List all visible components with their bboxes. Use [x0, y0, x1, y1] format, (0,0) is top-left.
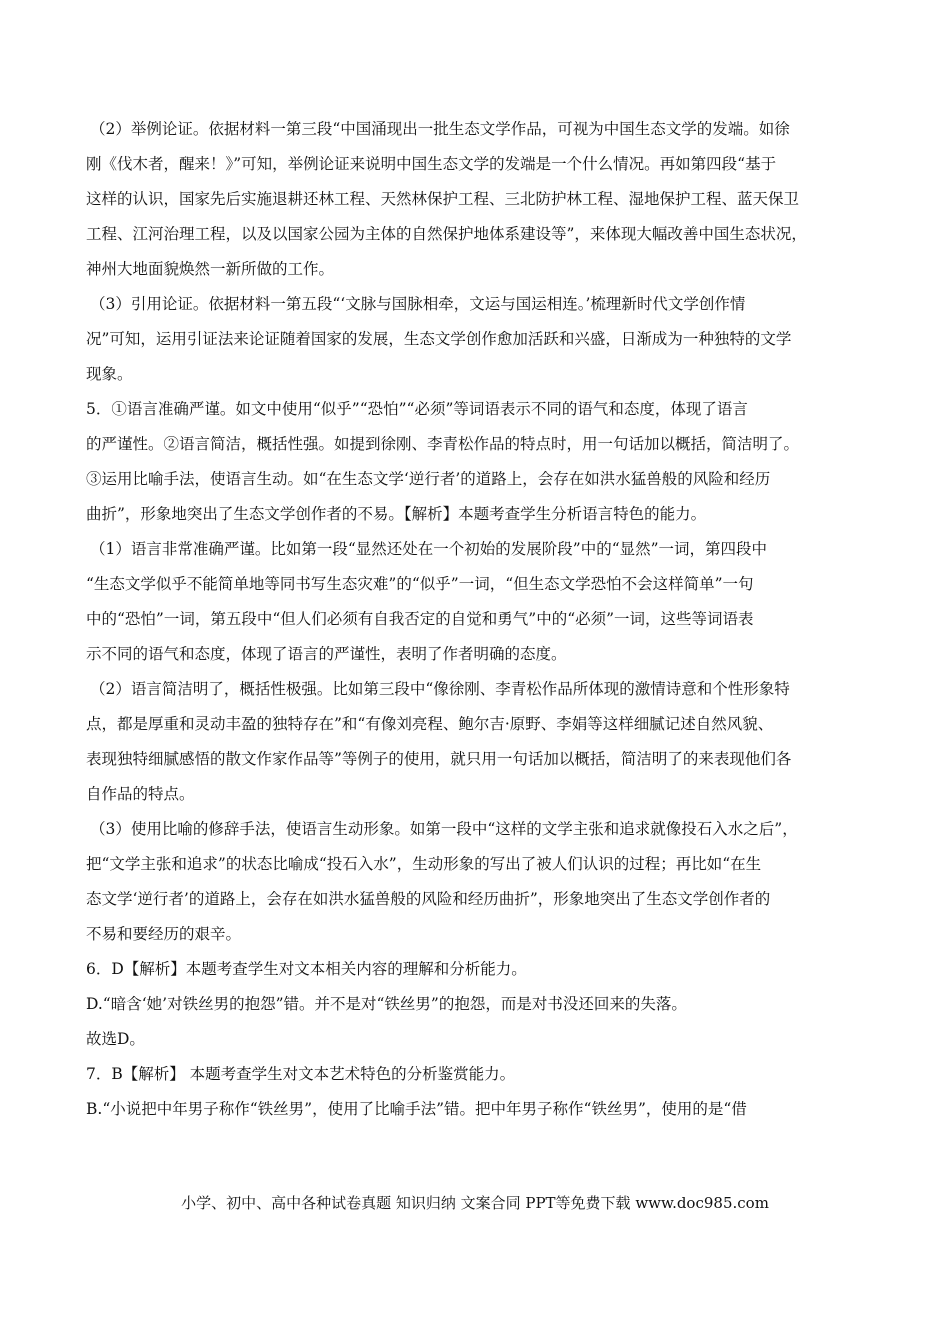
paragraph-line: 自作品的特点。 [86, 785, 195, 803]
paragraph-line: 况”可知，运用引证法来论证随着国家的发展，生态文学创作愈加活跃和兴盛，日渐成为一种独特的文学 [86, 330, 792, 348]
paragraph-line: “生态文学似乎不能简单地等同书写生态灾难”的“似乎”一词，“但生态文学恐怕不会这样简单”一句 [86, 575, 754, 593]
paragraph-line: 现象。 [86, 365, 133, 383]
paragraph-line: （2）举例论证。依据材料一第三段“中国涌现出一批生态文学作品，可视为中国生态文学的发端。如徐 [90, 120, 790, 138]
paragraph-line: 这样的认识，国家先后实施退耕还林工程、天然林保护工程、三北防护林工程、湿地保护工程、蓝天保卫 [86, 190, 800, 208]
paragraph-line: （3）使用比喻的修辞手法，使语言生动形象。如第一段中“这样的文学主张和追求就像投石入水之后”， [90, 820, 798, 838]
paragraph-line: 示不同的语气和态度，体现了语言的严谨性，表明了作者明确的态度。 [86, 645, 567, 663]
paragraph-line: （3）引用论证。依据材料一第五段“‘文脉与国脉相牵，文运与国运相连。’梳理新时代文学创作情 [90, 295, 746, 313]
paragraph-line: 的严谨性。②语言简洁，概括性强。如提到徐刚、李青松作品的特点时，用一句话加以概括，简洁明了。 [86, 435, 800, 453]
paragraph-line: 点，都是厚重和灵动丰盈的独特存在”和“有像刘亮程、鲍尔吉·原野、李娟等这样细腻记述自然风貌、 [86, 715, 774, 733]
paragraph-line: 曲折”，形象地突出了生态文学创作者的不易。【解析】本题考查学生分析语言特色的能力。 [86, 505, 707, 523]
paragraph-line: B.“小说把中年男子称作“铁丝男”，使用了比喻手法”错。把中年男子称作“铁丝男”，使用的是“借 [86, 1100, 747, 1118]
paragraph-line: 把“文学主张和追求”的状态比喻成“投石入水”，生动形象的写出了被人们认识的过程；再比如“在生 [86, 855, 762, 873]
paragraph-line: （1）语言非常准确严谨。比如第一段“显然还处在一个初始的发展阶段”中的“显然”一词，第四段中 [90, 540, 768, 558]
answer-5-line: 5．①语言准确严谨。如文中使用“似乎”“恐怕”“必须”等词语表示不同的语气和态度，体现了语言 [86, 400, 748, 418]
paragraph-line: D.“暗含‘她’对铁丝男的抱怨”错。并不是对“铁丝男”的抱怨，而是对书没还回来的失落。 [86, 995, 687, 1013]
paragraph-line: 中的“恐怕”一词，第五段中“但人们必须有自我否定的自觉和勇气”中的“必须”一词，这些等词语表 [86, 610, 754, 628]
answer-6-line: 6．D【解析】本题考查学生对文本相关内容的理解和分析能力。 [86, 960, 527, 978]
page-footer: 小学、初中、高中各种试卷真题 知识归纳 文案合同 PPT等免费下载 www.doc985.com [181, 1194, 769, 1212]
answer-7-line: 7．B【解析】 本题考查学生对文本艺术特色的分析鉴赏能力。 [86, 1065, 516, 1083]
paragraph-line: ③运用比喻手法，使语言生动。如“在生态文学‘逆行者’的道路上，会存在如洪水猛兽般的风险和经历 [86, 470, 771, 488]
paragraph-line: 不易和要经历的艰辛。 [86, 925, 242, 943]
paragraph-line: （2）语言简洁明了，概括性极强。比如第三段中“像徐刚、李青松作品所体现的激情诗意和个性形象特 [90, 680, 790, 698]
document-body [86, 112, 876, 1127]
paragraph-line: 刚《伐木者，醒来！》”可知，举例论证来说明中国生态文学的发端是一个什么情况。再如第四段“基于 [86, 155, 777, 173]
paragraph-line: 态文学‘逆行者’的道路上，会存在如洪水猛兽般的风险和经历曲折”，形象地突出了生态文学创作者的 [86, 890, 771, 908]
paragraph-line: 神州大地面貌焕然一新所做的工作。 [86, 260, 335, 278]
paragraph-line: 表现独特细腻感悟的散文作家作品等”等例子的使用，就只用一句话加以概括，简洁明了的来表现他们各 [86, 750, 792, 768]
paragraph-line: 故选D。 [86, 1030, 145, 1048]
paragraph-line: 工程、江河治理工程，以及以国家公园为主体的自然保护地体系建设等”，来体现大幅改善中国生态状况， [86, 225, 807, 243]
